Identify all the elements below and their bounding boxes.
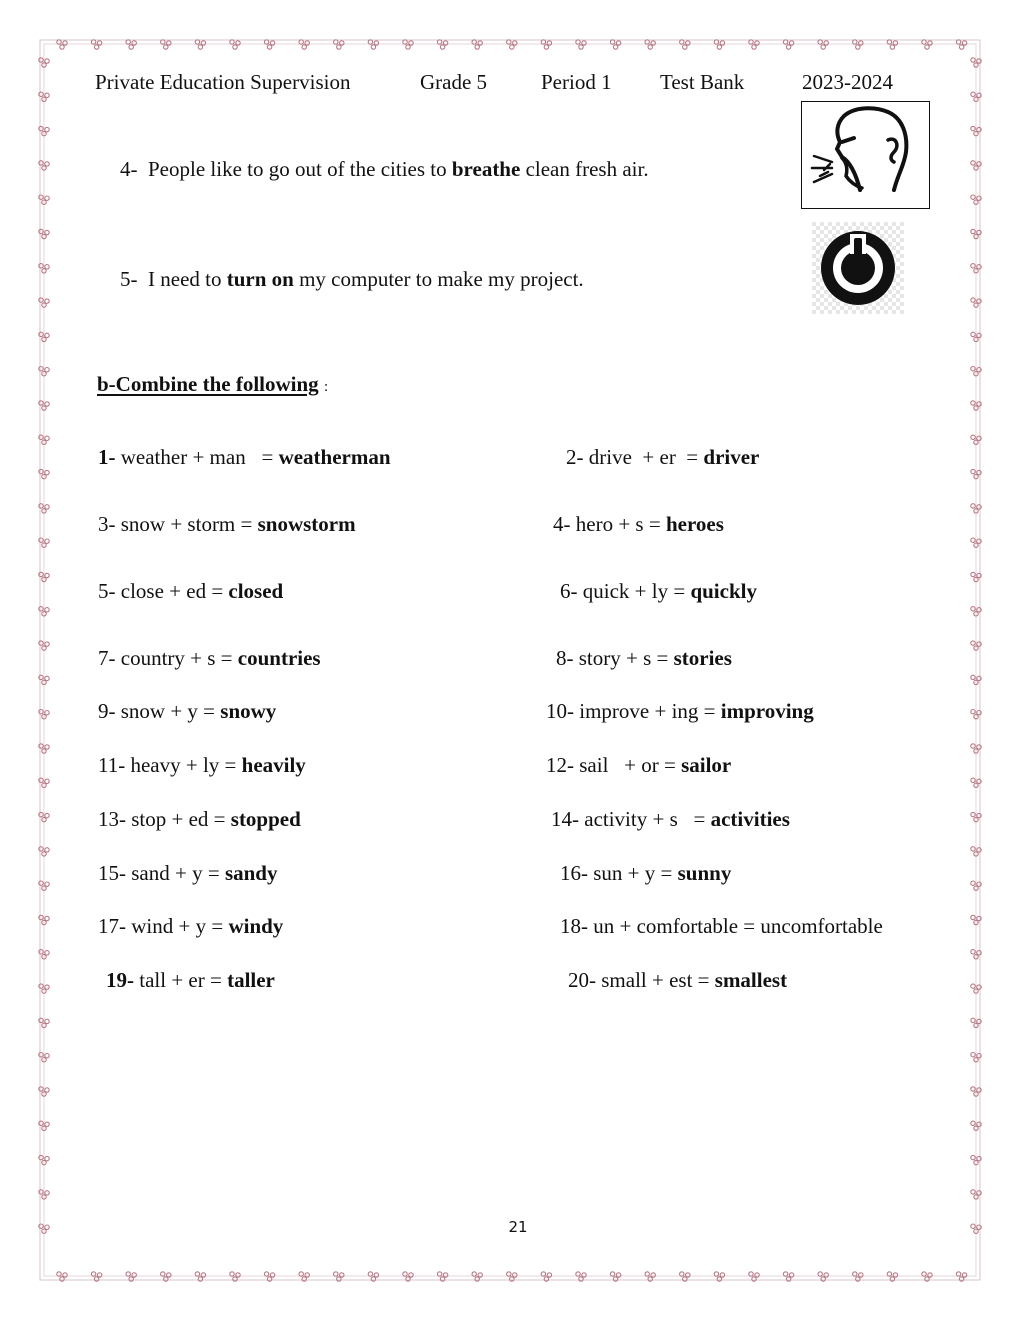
header-year: 2023-2024 — [802, 70, 893, 94]
sentence-text: People like to go out of the cities to — [148, 157, 452, 181]
header-period: Period 1 — [541, 70, 612, 94]
combine-item: 3- snow + storm = snowstorm — [98, 512, 356, 536]
sentence-key-word: breathe — [451, 157, 521, 181]
combine-item: 20- small + est = smallest — [568, 968, 788, 992]
combine-item: 16- sun + y = sunny — [560, 861, 732, 885]
combine-item: 12- sail + or = sailor — [546, 753, 732, 777]
power-icon — [812, 222, 904, 314]
sentence-text: I need to — [148, 267, 227, 291]
combine-item: 10- improve + ing = improving — [546, 699, 814, 723]
header-test-bank: Test Bank — [660, 70, 745, 94]
combine-item: 1- weather + man = weatherman — [98, 445, 391, 469]
combine-item: 15- sand + y = sandy — [98, 861, 278, 885]
combine-item: 18- un + comfortable = uncomfortable — [560, 914, 883, 938]
combine-item: 19- tall + er = taller — [106, 968, 275, 992]
combine-item: 9- snow + y = snowy — [98, 699, 277, 723]
section-label: b-Combine the following — [97, 372, 319, 396]
header-org: Private Education Supervision — [95, 70, 351, 94]
combine-item: 17- wind + y = windy — [98, 914, 284, 938]
sentence-number: 4- — [120, 157, 138, 181]
page-number: 21 — [508, 1218, 528, 1236]
sentence-number: 5- — [120, 267, 138, 291]
section-colon: : — [323, 379, 329, 395]
combine-item: 4- hero + s = heroes — [553, 512, 724, 536]
combine-item: 11- heavy + ly = heavily — [98, 753, 306, 777]
combine-item: 13- stop + ed = stopped — [98, 807, 301, 831]
sentence-text: clean fresh air. — [520, 157, 649, 181]
combine-item: 6- quick + ly = quickly — [560, 579, 757, 603]
combine-item: 8- story + s = stories — [556, 646, 732, 670]
sentence-key-word: turn on — [226, 267, 294, 291]
sentence-text: my computer to make my project. — [293, 267, 584, 291]
section-title — [97, 372, 328, 397]
sentence-4 — [120, 157, 649, 182]
combine-item: 5- close + ed = closed — [98, 579, 284, 603]
sentence-5 — [120, 267, 584, 292]
header-grade: Grade 5 — [420, 70, 488, 94]
combine-item: 14- activity + s = activities — [551, 807, 790, 831]
breathing-face-icon — [801, 101, 930, 209]
combine-item: 2- drive + er = driver — [566, 445, 760, 469]
combine-item: 7- country + s = countries — [98, 646, 321, 670]
